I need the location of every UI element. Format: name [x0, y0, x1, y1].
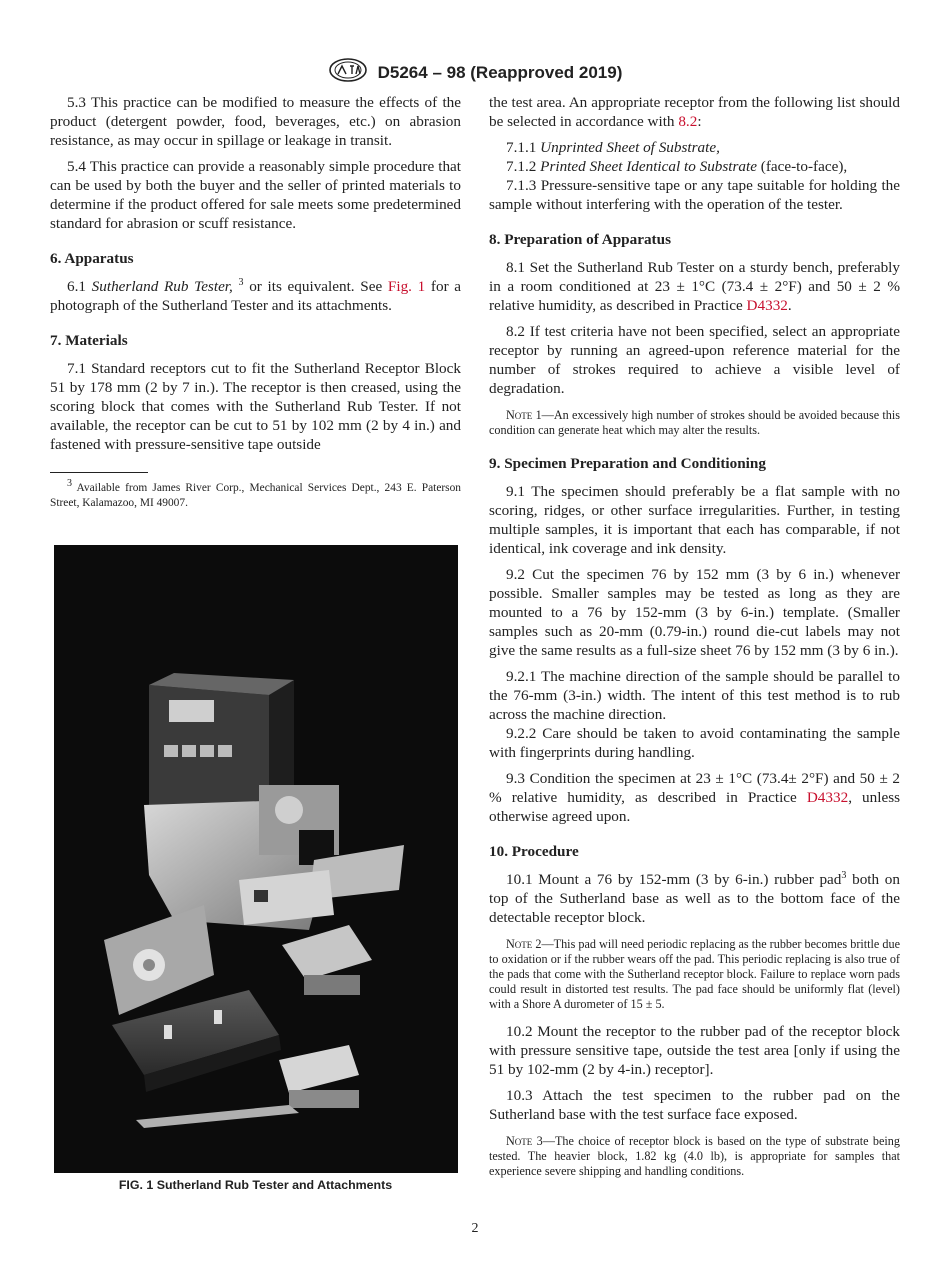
d4332-link[interactable]: D4332 [746, 297, 788, 314]
document-id: D5264 – 98 (Reapproved 2019) [377, 62, 623, 82]
heading-specimen-preparation: 9. Specimen Preparation and Conditioning [489, 455, 766, 472]
section-10-3: 10.3 Attach the test specimen to the rubber pad on the Sutherland base with the test surface face exposed. [489, 1087, 900, 1123]
section-10-1: 10.1 Mount a 76 by 152-mm (3 by 6-in.) rubber pad$^3$ both on top of the Sutherland base as well as to the bottom face of the detectable receptor block. [489, 869, 900, 926]
page-number: 2 [471, 1221, 479, 1236]
footnote-divider [50, 472, 148, 473]
astm-logo-icon [328, 58, 368, 87]
heading-apparatus: 6. Apparatus [50, 250, 134, 267]
heading-procedure: 10. Procedure [489, 843, 579, 860]
fig-1-link[interactable]: Fig. 1 [387, 278, 426, 295]
section-9-2: 9.2 Cut the specimen 76 by 152 mm (3 by 6 in.) whenever possible. Smaller samples may be tested as long as they are mounted to a 76 by 152-mm (3 by 6-in.) template. (Smaller samples such as 20-mm (0.79-in.) round die-cut labels may not give the same results as a full-size sheet 76 by 152 mm (3 by 6 in.). [489, 566, 900, 659]
section-9-1: 9.1 The specimen should preferably be a flat sample with no scoring, ridges, or other surface irregularities. Further, in testing multiple samples, it is important that each has comparable, if not identical, ink coverage and ink density. [489, 483, 900, 557]
figure-1-caption: FIG. 1 Sutherland Rub Tester and Attachments [118, 1178, 393, 1192]
heading-preparation-of-apparatus: 8. Preparation of Apparatus [489, 231, 671, 248]
section-5-4: 5.4 This practice can provide a reasonably simple procedure that can be used by both the buyer and the seller of printed materials to determine if the product offered for sale meets some predetermined standard for abrasion or scuff resistance. [50, 158, 461, 232]
figure-1-photo [54, 545, 458, 1173]
note-1: Note 1—An excessively high number of strokes should be avoided because this condition can generate heat which may alter the results. [489, 408, 900, 437]
note-3: Note 3—The choice of receptor block is based on the type of substrate being tested. The heavier block, 1.82 kg (4.0 lb), is appropriate for samples that experience severe shipping and handling conditions. [489, 1134, 900, 1178]
section-10-2: 10.2 Mount the receptor to the rubber pad of the receptor block with pressure sensitive tape, outside the test area [only if using the 51 by 102-mm (2 by 4-in.) receptor]. [489, 1023, 900, 1078]
section-8-1: 8.1 Set the Sutherland Rub Tester on a sturdy bench, preferably in a room conditioned at 23 ± 1°C (73.4 ± 2°F) and 50 ± 2 % relative humidity, as described in Practice D4332. [489, 259, 900, 314]
section-5-3: 5.3 This practice can be modified to measure the effects of the product (detergent powder, food, beverages, etc.) on abrasion resistance, as may occur in spillage or leakage in transit. [50, 94, 461, 149]
section-9-2-2: 9.2.2 Care should be taken to avoid contaminating the sample with fingerprints during handling. [489, 725, 900, 761]
section-7-1: 7.1 Standard receptors cut to fit the Sutherland Receptor Block 51 by 178 mm (2 by 7 in.). The receptor is then creased, using the scoring block that comes with the Sutherland Rub Tester. If not available, the receptor can be cut to 51 by 102 mm (2 by 4 in.) and fastened with pressure-sensitive tape outside [50, 360, 461, 453]
section-7-1-3: 7.1.3 Pressure-sensitive tape or any tape suitable for holding the sample without interfering with the operation of the tester. [489, 177, 900, 213]
d4332-link-2[interactable]: D4332 [806, 789, 849, 806]
section-7-1-2: 7.1.2 Printed Sheet Identical to Substrate (face-to-face), [506, 158, 848, 175]
section-7-1-continued: the test area. An appropriate receptor from the following list should be selected in accordance with 8.2: [489, 94, 900, 130]
footnote-3: $^3$ Available from James River Corp., Mechanical Services Dept., 243 E. Paterson Street, Kalamazoo, MI 49007. [50, 478, 461, 509]
section-7-1-1: 7.1.1 Unprinted Sheet of Substrate, [506, 139, 720, 156]
section-9-3: 9.3 Condition the specimen at 23 ± 1°C (73.4± 2°F) and 50 ± 2 % relative humidity, as described in Practice D4332, unless otherwise agreed upon. [489, 770, 901, 825]
heading-materials: 7. Materials [50, 332, 128, 349]
section-8-2-link[interactable]: 8.2 [678, 113, 698, 130]
page-header [0, 58, 950, 87]
section-8-2: 8.2 If test criteria have not been specified, select an appropriate receptor by running an agreed-upon reference material for the number of strokes required to achieve a visible level of degradation. [489, 323, 900, 397]
note-2: Note 2—This pad will need periodic replacing as the rubber becomes brittle due to oxidation or if the rubber wears off the pad. This periodic replacing is also true of the pads that come with the Sutherland receptor block. Failure to replace worn pads could result in distorted test results. The pad face should be uniformly flat (level) with a Shore A durometer of 15 ± 5. [489, 937, 900, 1011]
left-column [50, 93, 461, 511]
section-9-2-1: 9.2.1 The machine direction of the sample should be parallel to the 76-mm (3-in.) width. The intent of this test method is to rub across the machine direction. [489, 668, 900, 723]
right-column [489, 93, 900, 1189]
section-6-1: 6.1 Sutherland Rub Tester, $^3$ or its equivalent. See Fig. 1 for a photograph of the Sutherland Tester and its attachments. [50, 276, 462, 314]
